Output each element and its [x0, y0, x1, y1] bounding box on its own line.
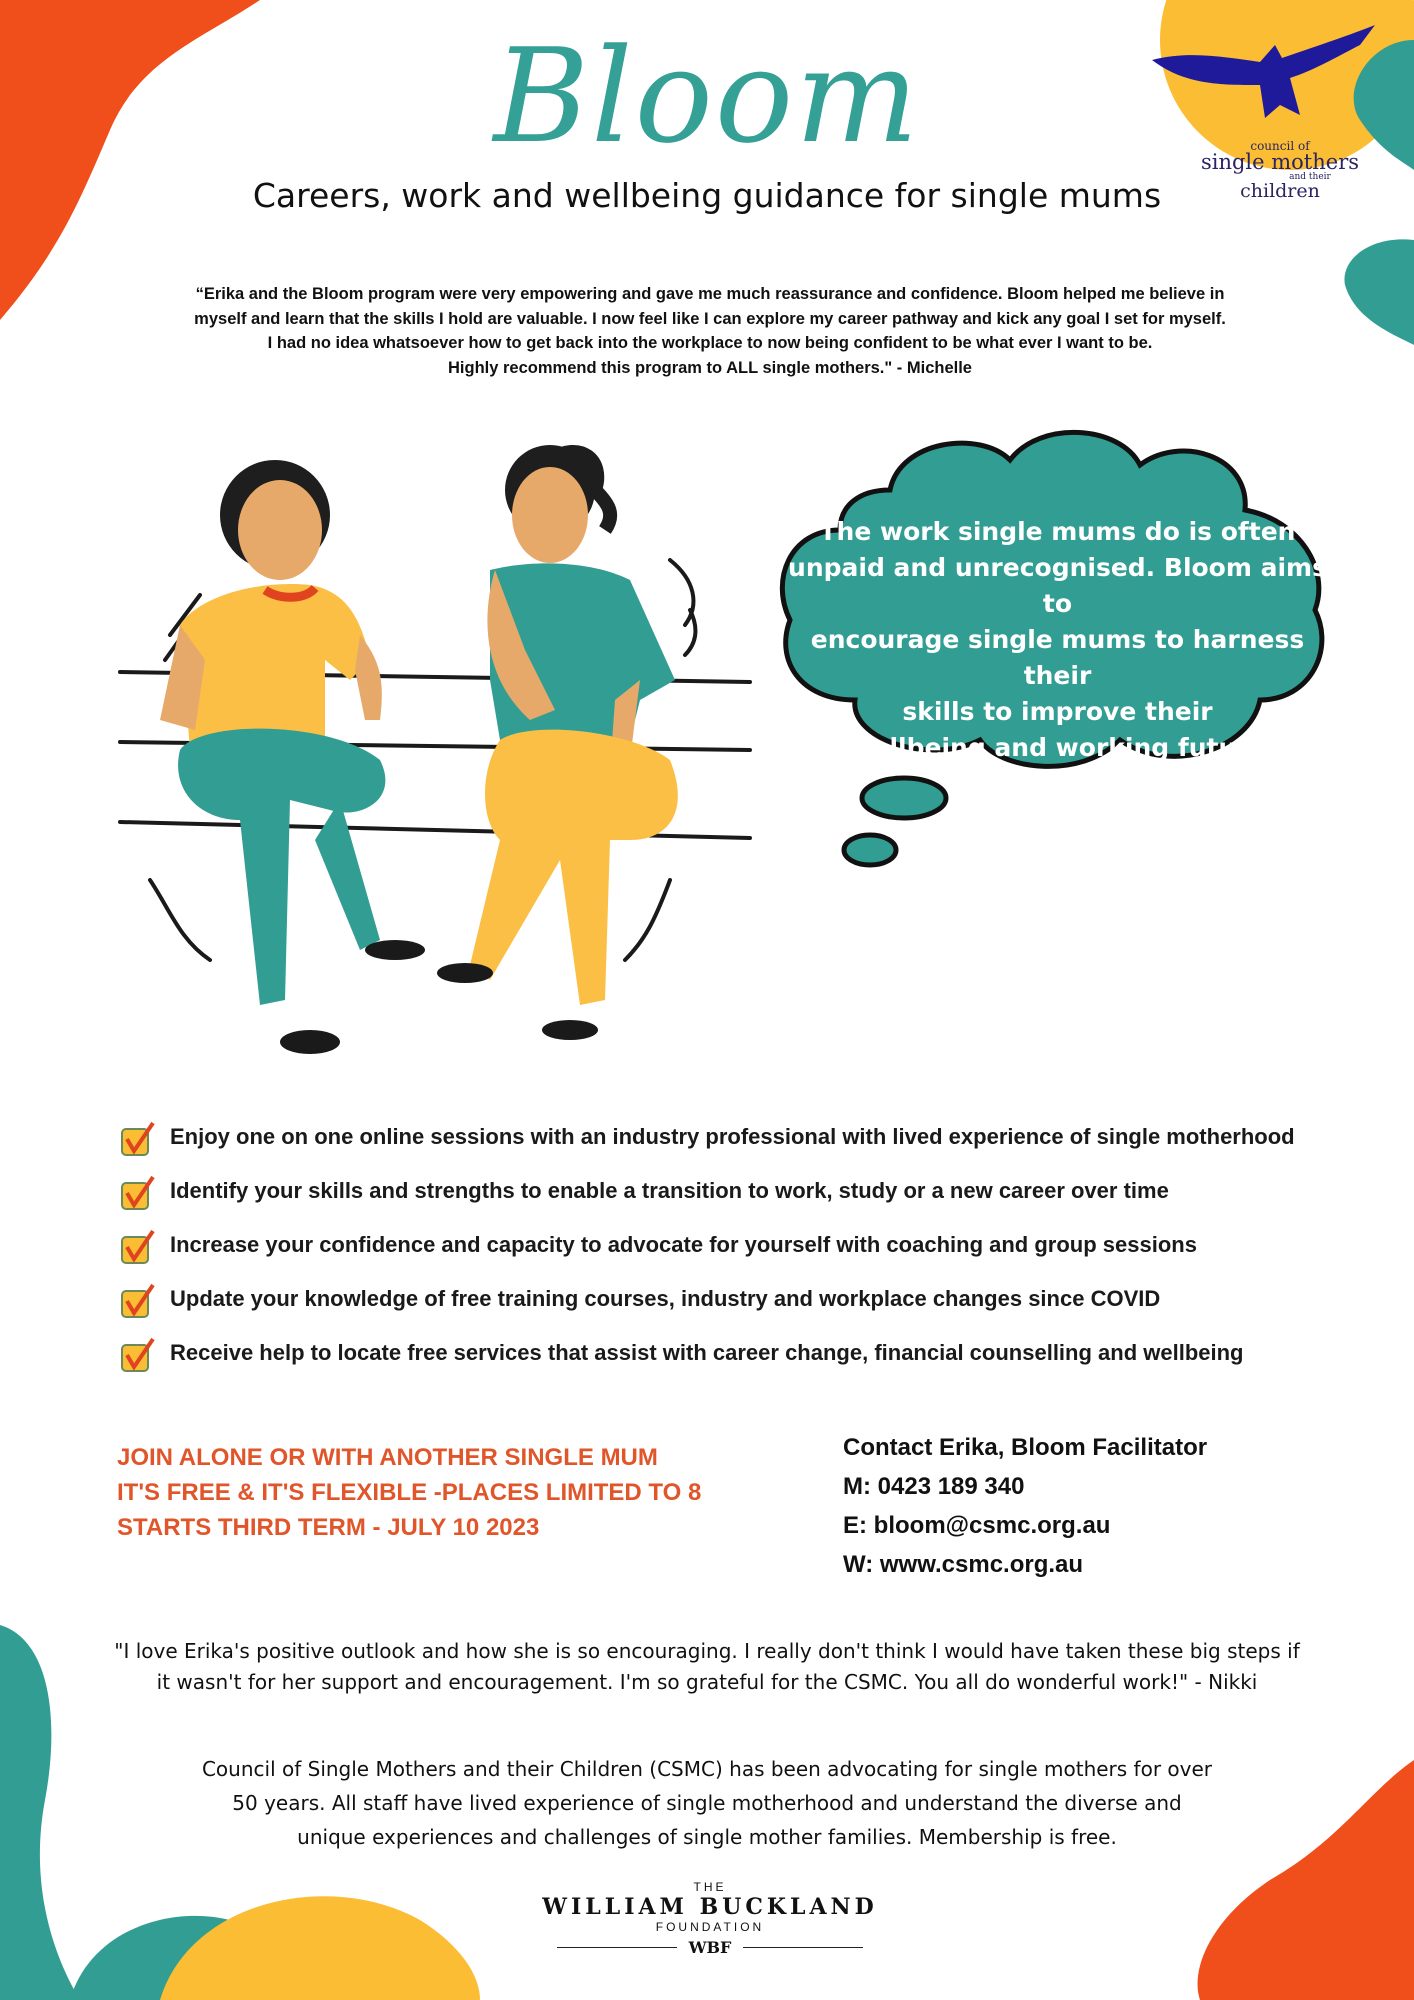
- logo-name: WILLIAM BUCKLAND: [542, 1894, 878, 1920]
- quote-line: Highly recommend this program to ALL single mothers." - Michelle: [448, 358, 972, 377]
- contact-website-link[interactable]: W: www.csmc.org.au: [843, 1551, 1084, 1578]
- benefit-text: Enjoy one on one online sessions with an industry professional with lived experience of single motherhood: [170, 1124, 1295, 1149]
- join-info: [117, 1440, 701, 1545]
- checkbox-icon: [120, 1337, 152, 1369]
- page-subtitle: Careers, work and wellbeing guidance for single mums: [252, 176, 1162, 215]
- contact-email-link[interactable]: E: bloom@csmc.org.au: [843, 1512, 1111, 1539]
- bubble-line: wellbeing and working future: [849, 733, 1266, 762]
- page-title: Bloom: [493, 20, 921, 172]
- quote-line: “Erika and the Bloom program were very empowering and gave me much reassurance and confidence. Bloom helped me believe in: [195, 285, 1225, 303]
- logo-the: THE: [693, 1880, 727, 1894]
- william-buckland-foundation-logo: [540, 1880, 880, 1957]
- list-item: [120, 1326, 1295, 1380]
- list-item: [120, 1218, 1295, 1272]
- bubble-line: unpaid and unrecognised. Bloom aims to: [788, 553, 1327, 618]
- logo-line: council of: [1250, 139, 1310, 153]
- bubble-line: The work single mums do is often: [819, 517, 1296, 546]
- join-line: STARTS THIRD TERM - JULY 10 2023: [117, 1514, 540, 1541]
- about-line: Council of Single Mothers and their Children (CSMC) has been advocating for single mothers for over: [201, 1757, 1213, 1781]
- checkbox-icon: [120, 1121, 152, 1153]
- join-line: IT'S FREE & IT'S FLEXIBLE -PLACES LIMITED TO 8: [117, 1479, 702, 1506]
- benefit-text: Identify your skills and strengths to enable a transition to work, study or a new career over time: [170, 1178, 1169, 1203]
- logo-line: and their: [1289, 172, 1331, 182]
- thought-bubble-text: [780, 514, 1335, 766]
- about-csmc: [0, 1752, 1414, 1854]
- checkbox-icon: [120, 1229, 152, 1261]
- benefit-text: Receive help to locate free services that assist with career change, financial counselling and wellbeing: [170, 1340, 1244, 1365]
- testimonial-nikki: [0, 1636, 1414, 1698]
- contact-heading: Contact Erika, Bloom Facilitator: [843, 1434, 1208, 1461]
- logo-monogram-row: [540, 1938, 880, 1957]
- quote-line: "I love Erika's positive outlook and how she is so encouraging. I really don't think I would have taken these big steps if: [114, 1639, 1300, 1663]
- bubble-line: skills to improve their: [902, 697, 1213, 726]
- quote-line: it wasn't for her support and encouragement. I'm so grateful for the CSMC. You all do wonderful work!" - Nikki: [156, 1670, 1258, 1694]
- list-item: [120, 1110, 1295, 1164]
- list-item: [120, 1272, 1295, 1326]
- quote-line: I had no idea whatsoever how to get back into the workplace to now being confident to be what ever I want to be.: [267, 334, 1153, 352]
- benefit-text: Increase your confidence and capacity to advocate for yourself with coaching and group sessions: [170, 1232, 1197, 1257]
- benefits-list: [120, 1110, 1295, 1380]
- checkbox-icon: [120, 1283, 152, 1315]
- contact-info: [843, 1428, 1207, 1584]
- logo-foundation: FOUNDATION: [655, 1920, 765, 1934]
- divider: [557, 1947, 677, 1948]
- divider: [743, 1947, 863, 1948]
- quote-line: myself and learn that the skills I hold are valuable. I now feel like I can explore my career pathway and kick any goal I set for myself.: [194, 309, 1226, 328]
- testimonial-michelle: [100, 282, 1320, 380]
- logo-line: single mothers: [1200, 150, 1360, 174]
- benefit-text: Update your knowledge of free training courses, industry and workplace changes since COVID: [170, 1286, 1161, 1311]
- join-line: JOIN ALONE OR WITH ANOTHER SINGLE MUM: [117, 1444, 658, 1471]
- contact-mobile[interactable]: M: 0423 189 340: [843, 1473, 1025, 1500]
- logo-line: children: [1240, 180, 1320, 202]
- list-item: [120, 1164, 1295, 1218]
- logo-monogram: WBF: [688, 1938, 732, 1957]
- checkbox-icon: [120, 1175, 152, 1207]
- about-line: unique experiences and challenges of single mother families. Membership is free.: [297, 1825, 1117, 1849]
- women-on-bench-illustration: [110, 420, 770, 1070]
- bubble-line: encourage single mums to harness their: [810, 625, 1305, 690]
- about-line: 50 years. All staff have lived experience of single motherhood and understand the diverse and: [232, 1791, 1182, 1815]
